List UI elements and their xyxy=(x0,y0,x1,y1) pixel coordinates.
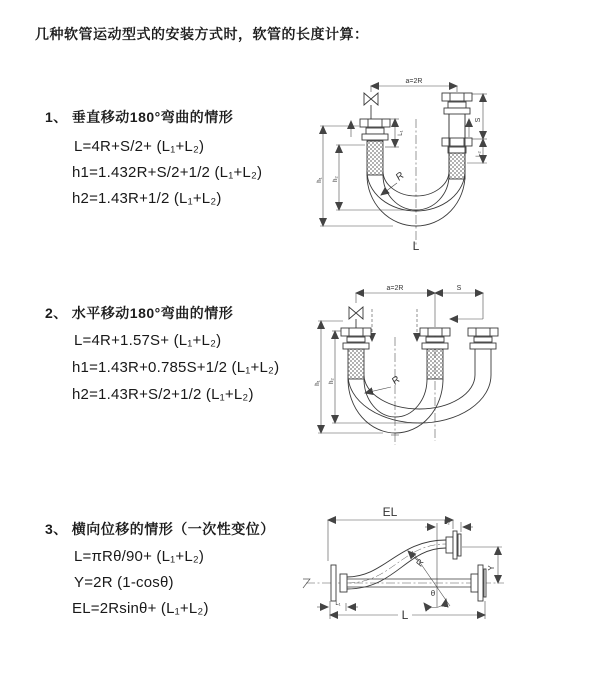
section-2-heading xyxy=(45,303,233,323)
formula-3-L: L=πRθ/90+ (L₁+L₂) xyxy=(74,548,205,565)
dim-label-h1: h₁ xyxy=(317,177,323,183)
hose-bends xyxy=(348,349,491,433)
right-flange-original xyxy=(471,565,486,601)
right-fitting-lower xyxy=(442,138,472,153)
formula-2-L: L=4R+1.57S+ (L₁+L₂) xyxy=(74,332,222,349)
dim-label-h1: h₁ xyxy=(315,380,321,386)
formula-2-h2: h2=1.43R+S/2+1/2 (L₁+L₂) xyxy=(72,386,254,403)
valve-icon xyxy=(364,93,378,119)
section-3-title: 横向位移的情形（一次性变位） xyxy=(71,521,275,537)
formula-3-Y: Y=2R (1-cosθ) xyxy=(74,574,174,591)
middle-fitting xyxy=(420,328,450,349)
braided-hose-left xyxy=(348,349,364,379)
section-3-heading xyxy=(45,519,275,539)
braided-hose-left xyxy=(367,141,383,175)
dim-label-l2: L₂ xyxy=(476,151,482,157)
dim-label-h2: h₂ xyxy=(333,176,339,182)
dim-label-l1: L₁ xyxy=(335,601,341,607)
hose-displaced xyxy=(347,540,446,589)
formula-1-L: L=4R+S/2+ (L₁+L₂) xyxy=(74,138,205,155)
section-1-title: 垂直移动180°弯曲的情形 xyxy=(71,109,234,125)
formula-1-h2: h2=1.43R+1/2 (L₁+L₂) xyxy=(72,190,222,207)
dim-label-a2r: a=2R xyxy=(405,78,423,85)
right-flange-displaced xyxy=(446,531,461,559)
valve-icon xyxy=(349,307,363,328)
right-fitting xyxy=(468,328,498,349)
formula-2-h1: h1=1.43R+0.785S+1/2 (L₁+L₂) xyxy=(72,359,280,376)
diagram-vertical-180-bend xyxy=(315,73,585,258)
dim-label-s: S xyxy=(475,117,482,123)
diagram-horizontal-180-bend xyxy=(313,283,593,453)
radius-label: R xyxy=(389,374,403,388)
diagram-lateral-displacement xyxy=(300,503,600,648)
radius-label: R xyxy=(413,557,426,568)
dim-label-l1: L₁ xyxy=(398,130,404,136)
axis-break-mark xyxy=(303,579,310,588)
section-1-number: 1、 xyxy=(45,109,68,125)
dim-label-y: Y xyxy=(487,565,496,571)
braided-hose-middle xyxy=(427,349,443,379)
dim-label-h2: h₂ xyxy=(329,378,335,384)
section-3-number: 3、 xyxy=(45,521,68,537)
left-fitting xyxy=(341,328,371,349)
dim-label-el: EL xyxy=(382,505,398,519)
dim-label-s: S xyxy=(456,285,462,292)
length-label: L xyxy=(401,608,409,622)
right-fitting-upper xyxy=(442,93,472,114)
section-2-title: 水平移动180°弯曲的情形 xyxy=(71,305,234,321)
dim-label-l2: L₂ xyxy=(444,520,450,526)
radius-label: R xyxy=(393,170,407,184)
page-title: 几种软管运动型式的安装方式时，软管的长度计算： xyxy=(35,26,369,42)
formula-1-h1: h1=1.432R+S/2+1/2 (L₁+L₂) xyxy=(72,164,263,181)
formula-3-EL: EL=2Rsinθ+ (L₁+L₂) xyxy=(72,600,209,617)
section-1-heading xyxy=(45,107,233,127)
braided-hose-right xyxy=(449,153,465,179)
left-fitting xyxy=(360,119,390,140)
section-2-number: 2、 xyxy=(45,305,68,321)
dim-label-a2r: a=2R xyxy=(386,285,404,292)
theta-label: θ xyxy=(430,589,436,598)
length-label: L xyxy=(412,239,420,253)
